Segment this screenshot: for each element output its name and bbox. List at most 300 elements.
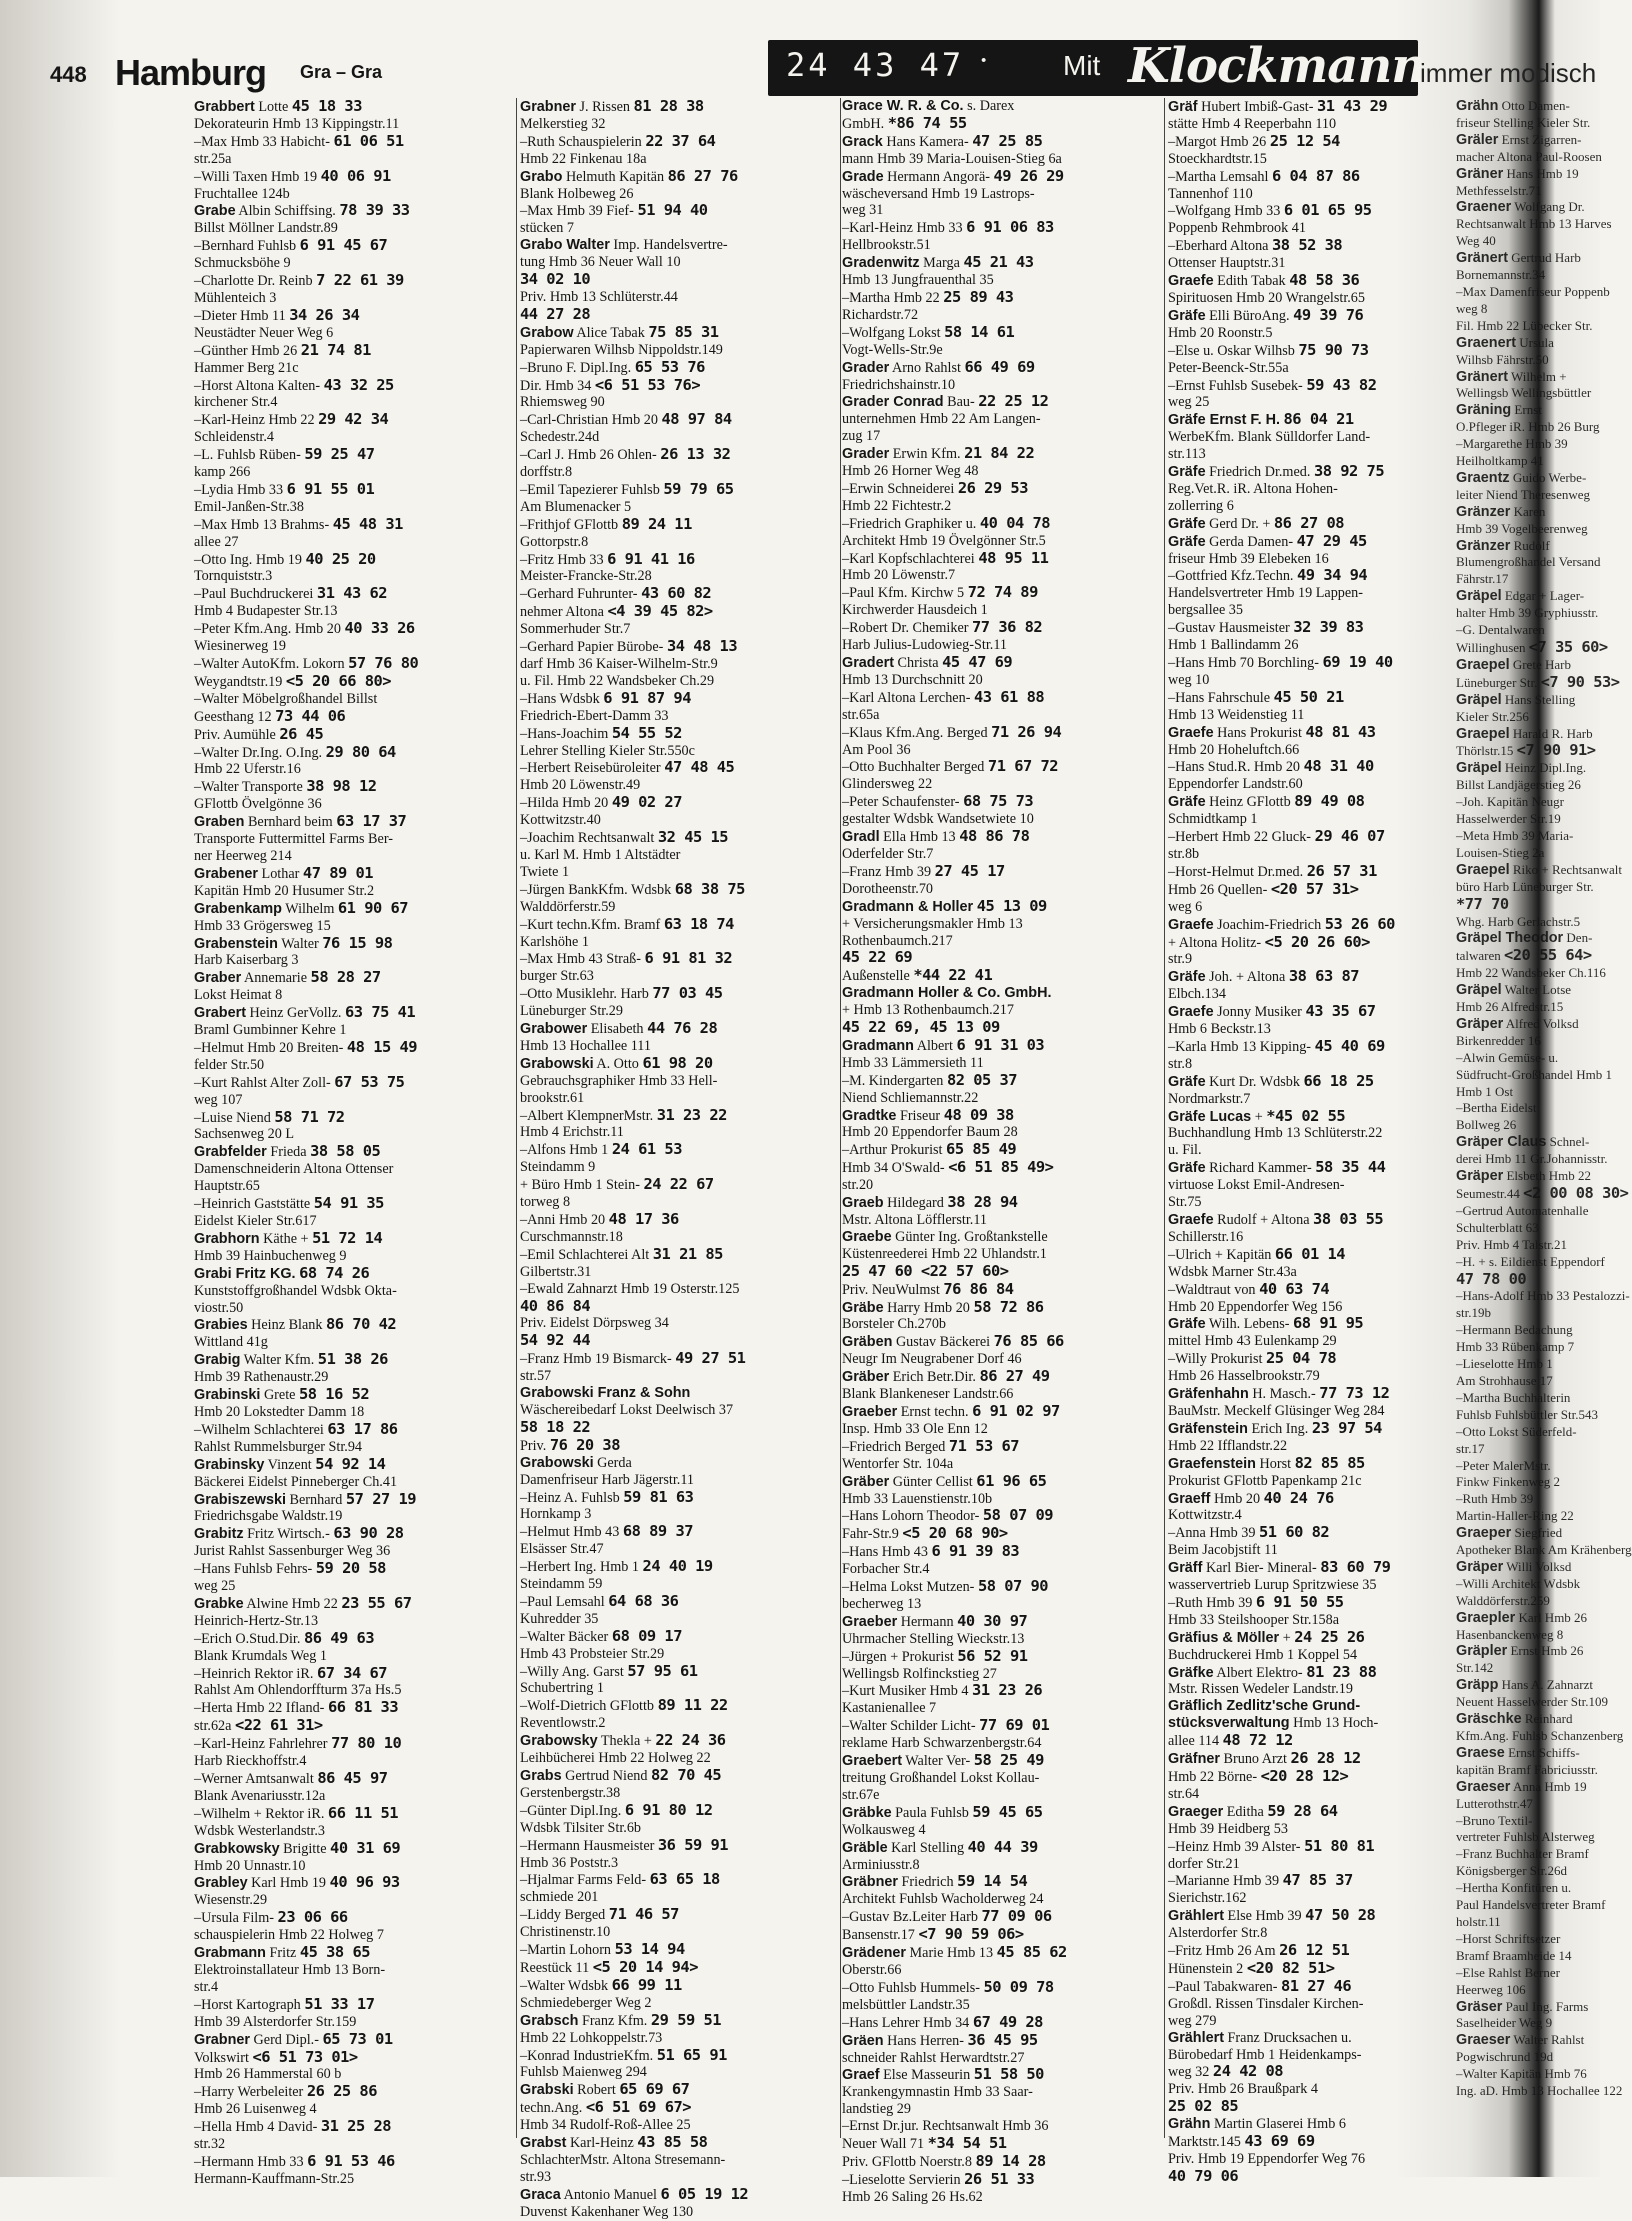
- listing-line: stücksverwaltung Hmb 13 Hoch-: [1168, 1715, 1379, 1732]
- listing-line: Graentz Guido Werbe-: [1456, 469, 1587, 486]
- listing-line: u. Fil. Hmb 22 Wandsbeker Ch.29: [520, 672, 715, 689]
- listing-line: Duvenst Kakenhaner Weg 130: [520, 2203, 694, 2220]
- listing-line: Gräf Hubert Imbiß-Gast- 31 43 29: [1168, 97, 1388, 115]
- listing-line: Gräfe Elli BüroAng. 49 39 76: [1168, 305, 1364, 324]
- listing-line: Gräper Willi Volksd: [1456, 1558, 1572, 1575]
- listing-line: –Ernst Dr.jur. Rechtsanwalt Hmb 36: [842, 2118, 1049, 2135]
- listing-line: Gräfe Gerd Dr. + 86 27 08: [1168, 513, 1345, 532]
- listing-line: Spirituosen Hmb 20 Wrangelstr.65: [1168, 289, 1365, 306]
- listing-line: –Friedrich Berged 71 53 67: [842, 1436, 1020, 1455]
- listing-line: mann Hmb 39 Maria-Louisen-Stieg 6a: [842, 150, 1062, 167]
- listing-line: Forbacher Str.4: [842, 1561, 930, 1578]
- listing-line: Richardstr.72: [842, 306, 919, 323]
- listing-line: Priv. Hmb 4 Talstr.21: [1456, 1236, 1568, 1252]
- listing-line: Peter-Beenck-Str.55a: [1168, 359, 1289, 376]
- listing-line: Gebrauchsgraphiker Hmb 33 Hell-: [520, 1072, 718, 1089]
- listing-line: str.19b: [1456, 1305, 1492, 1321]
- listing-line: Eppendorfer Landstr.60: [1168, 776, 1303, 793]
- listing-line: Gräfke Albert Elektro- 81 23 88: [1168, 1662, 1377, 1681]
- listing-line: Gräbke Paula Fuhlsb 59 45 65: [842, 1802, 1043, 1821]
- listing-line: Kunststoffgroßhandel Wdsbk Okta-: [194, 1282, 397, 1299]
- listing-line: –Charlotte Dr. Reinb 7 22 61 39: [194, 271, 404, 290]
- listing-line: Rechtsanwalt Hmb 13 Harves: [1456, 216, 1612, 232]
- listing-line: halter Hmb 39 Gryphiusstr.: [1456, 605, 1599, 621]
- listing-line: Grabinski Grete 58 16 52: [194, 1385, 370, 1404]
- listing-line: Hmb 13 Weidenstieg 11: [1168, 706, 1305, 723]
- listing-line: str.113: [1168, 446, 1206, 463]
- listing-line: Gerstenbergstr.38: [520, 1784, 621, 1801]
- listing-line: Grabs Gertrud Niend 82 70 45: [520, 1766, 722, 1784]
- listing-line: weg 6: [1168, 898, 1203, 915]
- listing-line: –Kurt Musiker Hmb 4 31 23 26: [842, 1681, 1043, 1700]
- listing-line: Hmb 26 Hammerstal 60 b: [194, 2066, 342, 2083]
- listing-line: –Luise Niend 58 71 72: [194, 1107, 345, 1126]
- listing-line: 58 18 22: [520, 1417, 591, 1436]
- banner-separator: ·: [978, 42, 990, 79]
- listing-line: Rhiemsweg 90: [520, 394, 605, 411]
- listing-line: Gränzer Karen: [1456, 503, 1546, 520]
- listing-line: Buchhandlung Hmb 13 Schlüterstr.22: [1168, 1125, 1383, 1142]
- listing-line: –Anni Hmb 20 48 17 36: [520, 1210, 679, 1228]
- listing-line: str.8b: [1168, 845, 1200, 862]
- listing-line: Lehrer Stelling Kieler Str.550c: [520, 742, 695, 759]
- listing-line: Grader Conrad Bau- 22 25 12: [842, 392, 1049, 411]
- listing-line: Priv. Hmb 26 Braußpark 4: [1168, 2081, 1319, 2098]
- listing-line: u. Karl M. Hmb 1 Altstädter: [520, 846, 681, 863]
- listing-line: str.65a: [842, 706, 880, 723]
- listing-line: + Altona Holitz- <5 20 26 60>: [1168, 932, 1370, 951]
- listing-line: Buchdruckerei Hmb 1 Koppel 54: [1168, 1646, 1358, 1663]
- listing-line: Hmb 4 Budapester Str.13: [194, 603, 338, 620]
- listing-line: Hmb 20 Lokstedter Damm 18: [194, 1403, 365, 1420]
- banner-brand-logo: Klockmann: [1128, 38, 1426, 94]
- listing-line: –Max Hmb 43 Straß- 6 91 81 32: [520, 949, 733, 968]
- listing-line: 47 78 00: [1456, 1269, 1527, 1288]
- listing-line: Gräpp Hans A. Zahnarzt: [1456, 1677, 1593, 1694]
- listing-line: –Karl Kopfschlachterei 48 95 11: [842, 548, 1049, 567]
- listing-line: –Karl-Heinz Fahrlehrer 77 80 10: [194, 1734, 402, 1753]
- listing-line: wäscheversand Hmb 19 Lastrops-: [842, 185, 1035, 202]
- listing-line: –Else u. Oskar Wilhsb 75 90 73: [1168, 340, 1369, 359]
- listing-line: –Karl-Heinz Hmb 22 29 42 34: [194, 410, 389, 429]
- listing-line: kirchener Str.4: [194, 394, 278, 411]
- listing-line: Hmb 26 Hasselbrookstr.79: [1168, 1368, 1320, 1385]
- listing-line: –Paul Lemsahl 64 68 36: [520, 1591, 679, 1610]
- listing-line: Hauptstr.65: [194, 1178, 260, 1195]
- listing-line: Krankengymnastin Hmb 33 Saar-: [842, 2084, 1033, 2101]
- listing-line: Twiete 1: [520, 863, 570, 880]
- listing-line: Saselheider Weg 9: [1456, 2015, 1553, 2031]
- listing-line: Graepel Grete Harb: [1456, 656, 1571, 673]
- listing-line: Oderfelder Str.7: [842, 845, 934, 862]
- listing-line: str.17: [1456, 1440, 1485, 1456]
- listing-line: Nordmarkstr.7: [1168, 1090, 1251, 1107]
- listing-line: 45 22 69: [842, 948, 913, 967]
- listing-line: –Werner Amtsanwalt 86 45 97: [194, 1769, 388, 1787]
- listing-line: Wellingsb Wellingsbüttler: [1456, 385, 1592, 401]
- listing-line: Gräpler Ernst Hmb 26: [1456, 1643, 1584, 1660]
- listing-line: melsbüttler Landstr.35: [842, 1996, 970, 2013]
- listing-line: Gräfe Kurt Dr. Wdsbk 66 18 25: [1168, 1071, 1374, 1090]
- listing-line: –Hans Wdsbk 6 91 87 94: [520, 688, 691, 707]
- adjacent-page-header: immer modisch: [1420, 58, 1597, 88]
- listing-line: Mstr. Altona Löfflerstr.11: [842, 1212, 988, 1228]
- listing-line: –Konrad IndustrieKfm. 51 65 91: [520, 2045, 727, 2064]
- listing-line: –Margarethe Hmb 39: [1456, 436, 1568, 452]
- banner-mit: Mit: [1063, 50, 1101, 81]
- listing-line: –Martha Buchhalterin: [1456, 1389, 1571, 1405]
- listing-line: Gräser Paul Ing. Farms: [1456, 1998, 1589, 2015]
- listing-line: Hmb 39 Rathenaustr.29: [194, 1369, 329, 1386]
- listing-line: Wiesinerweg 19: [194, 638, 287, 655]
- listing-line: Bornemannstr.34: [1456, 267, 1546, 283]
- listing-line: Sachsenweg 20 L: [194, 1126, 295, 1143]
- listing-line: str.32: [194, 2136, 226, 2153]
- listing-line: wasservertrieb Lurup Spritzwiese 35: [1168, 1577, 1377, 1594]
- listing-line: Arminiusstr.8: [842, 1856, 920, 1873]
- listing-line: Grabenkamp Wilhelm 61 90 67: [194, 898, 409, 917]
- listing-line: Hmb 26 Horner Weg 48: [842, 463, 979, 480]
- listing-line: –Bernhard Fuhlsb 6 91 45 67: [194, 236, 388, 255]
- listing-line: Gräpel Edgar + Lager-: [1456, 588, 1585, 605]
- listing-line: Volkswirt <6 51 73 01>: [194, 2047, 358, 2066]
- listing-line: mittel Hmb 43 Eulenkamp 29: [1168, 1333, 1337, 1350]
- listing-line: Methfesselstr.71: [1456, 182, 1542, 198]
- listing-line: –Bruno F. Dipl.Ing. 65 53 76: [520, 357, 705, 376]
- listing-line: Gräler Ernst Zigarren-: [1456, 131, 1582, 148]
- listing-line: Gräpel Heinz Dipl.Ing.: [1456, 760, 1587, 777]
- listing-line: –Margot Hmb 26 25 12 54: [1168, 131, 1340, 150]
- listing-line: Neuer Wall 71 *34 54 51: [842, 2134, 1007, 2153]
- banner-phone-number: 24 43 47: [786, 46, 965, 84]
- listing-line: –Martin Lohorn 53 14 94: [520, 1940, 685, 1959]
- listing-line: str.57: [520, 1368, 552, 1385]
- listing-line: –Günter Dipl.Ing. 6 91 80 12: [520, 1800, 713, 1819]
- listing-line: Gräfe Gerda Damen- 47 29 45: [1168, 531, 1367, 550]
- listing-line: Ing. aD. Hmb 13 Hochallee 122: [1456, 2083, 1623, 2099]
- listing-line: 25 47 60 <22 57 60>: [842, 1261, 1009, 1280]
- listing-line: –Emil Schlachterei Alt 31 21 85: [520, 1244, 723, 1263]
- listing-line: Walddörferstr.59: [520, 898, 616, 915]
- listing-line: Hermann-Kauffmann-Str.25: [194, 2170, 355, 2187]
- listing-line: Billst Möllner Landstr.89: [194, 220, 338, 237]
- listing-line: Billst Landjägerstieg 26: [1456, 777, 1581, 793]
- listing-line: Grabhorn Käthe + 51 72 14: [194, 1228, 383, 1247]
- listing-line: Hmb 26 Luisenweg 4: [194, 2101, 317, 2118]
- listing-line: Außenstelle *44 22 41: [842, 966, 993, 985]
- listing-line: Geesthang 12 73 44 06: [194, 706, 346, 725]
- listing-line: –Gerhard Papier Bürobe- 34 48 13: [520, 637, 738, 656]
- column-rule: [840, 98, 841, 2138]
- listing-line: Sierichstr.162: [1168, 1890, 1247, 1907]
- listing-line: –Albert KlempnerMstr. 31 23 22: [520, 1105, 727, 1124]
- listing-line: Grabowski A. Otto 61 98 20: [520, 1053, 713, 1072]
- listing-line: Hmb 20 Löwenstr.7: [842, 567, 956, 584]
- listing-line: –Ursula Film- 23 06 66: [194, 1908, 348, 1927]
- listing-line: Gräpel Walter Lotse: [1456, 982, 1572, 999]
- listing-line: –Otto Lokst Süderfeld-: [1456, 1423, 1577, 1439]
- listing-line: Gradenwitz Marga 45 21 43: [842, 253, 1034, 272]
- listing-line: –Walter Möbelgroßhandel Billst: [194, 690, 378, 707]
- listing-line: Gradmann & Holler 45 13 09: [842, 896, 1047, 915]
- listing-line: Finkw Finkenweg 2: [1456, 1474, 1560, 1490]
- listing-line: techn.Ang. <6 51 69 67>: [520, 2098, 692, 2117]
- listing-line: Thörlstr.15 <7 90 91>: [1456, 741, 1596, 760]
- listing-line: Graca Antonio Manuel 6 05 19 12: [520, 2184, 749, 2203]
- listing-line: Priv. 76 20 38: [520, 1435, 620, 1454]
- listing-line: becherweg 13: [842, 1595, 922, 1612]
- listing-line: –Helma Lokst Mutzen- 58 07 90: [842, 1577, 1049, 1596]
- listing-line: Melkerstieg 32: [520, 115, 606, 132]
- listing-line: 40 86 84: [520, 1296, 591, 1315]
- listing-line: Hmb 22 Uferstr.16: [194, 761, 301, 778]
- listing-line: Hmb 26 Saling 26 Hs.62: [842, 2188, 983, 2205]
- listing-line: Gränzer Rudolf: [1456, 537, 1550, 554]
- listing-line: Hmb 22 Wandsbeker Ch.116: [1456, 965, 1606, 981]
- listing-line: Grabst Karl-Heinz 43 85 58: [520, 2133, 708, 2152]
- listing-line: Lutterothstr.47: [1456, 1795, 1533, 1811]
- listing-line: torweg 8: [520, 1194, 571, 1211]
- listing-line: schneider Rahlst Herwardtstr.27: [842, 2049, 1025, 2066]
- listing-line: Eidelst Kieler Str.617: [194, 1213, 317, 1229]
- listing-line: –Helmut Hmb 20 Breiten- 48 15 49: [194, 1037, 418, 1056]
- listing-line: Vogt-Wells-Str.9e: [842, 341, 943, 358]
- column-rule: [516, 98, 517, 2138]
- listing-line: –Wilhelm Schlachterei 63 17 86: [194, 1419, 398, 1438]
- listing-line: Grählert Else Hmb 39 47 50 28: [1168, 1906, 1376, 1925]
- listing-line: Kieler Str.256: [1456, 708, 1529, 724]
- listing-line: –Otto Musiklehr. Harb 77 03 45: [520, 984, 723, 1003]
- listing-line: Blank Blankeneser Landstr.66: [842, 1386, 1014, 1403]
- listing-line: Hmb 39 Heidberg 53: [1168, 1820, 1288, 1837]
- listing-line: Blank Holbeweg 26: [520, 185, 634, 202]
- listing-line: Fährstr.17: [1456, 571, 1509, 587]
- listing-line: –Gerhard Fuhrunter- 43 60 82: [520, 584, 712, 603]
- listing-line: virtuose Lokst Emil-Andresen-: [1168, 1177, 1345, 1194]
- listing-line: Hellbrookstr.51: [842, 237, 931, 254]
- listing-line: –Hermann Hausmeister 36 59 91: [520, 1835, 729, 1854]
- listing-line: Beim Jacobjstift 11: [1168, 1542, 1278, 1559]
- listing-line: Neustädter Neuer Weg 6: [194, 324, 334, 341]
- listing-line: Willinghusen <7 35 60>: [1456, 638, 1608, 656]
- listing-line: Hmb 22 Ifflandstr.22: [1168, 1437, 1288, 1454]
- listing-line: allee 27: [194, 533, 239, 550]
- listing-line: Gräfe Richard Kammer- 58 35 44: [1168, 1158, 1386, 1177]
- listing-line: –Peter Schaufenster- 68 75 73: [842, 792, 1034, 811]
- listing-line: –Arthur Prokurist 65 85 49: [842, 1140, 1017, 1159]
- column-rule: [1164, 98, 1165, 2138]
- listing-line: 54 92 44: [520, 1331, 591, 1350]
- listing-line: Pogwischrund 19d: [1456, 2049, 1554, 2065]
- listing-line: Grähn Martin Glaserei Hmb 6: [1168, 2116, 1346, 2133]
- listing-line: Hmb 39 Alsterdorfer Str.159: [194, 2013, 357, 2030]
- listing-line: Gräning Ernst: [1456, 402, 1542, 419]
- listing-line: Heinrich-Hertz-Str.13: [194, 1612, 319, 1629]
- listing-line: Graeff Hmb 20 40 24 76: [1168, 1488, 1334, 1507]
- listing-line: Hmb 39 Vogelbeerenweg: [1456, 520, 1588, 536]
- listing-line: Hmb 26 Alfredstr.15: [1456, 999, 1564, 1015]
- listing-line: –Bertha Eidelst: [1456, 1100, 1537, 1116]
- listing-line: Hmb 6 Beckstr.13: [1168, 1021, 1271, 1038]
- listing-line: reklame Harb Schwarzenbergstr.64: [842, 1735, 1042, 1752]
- listing-line: Graben Bernhard beim 63 17 37: [194, 812, 407, 831]
- listing-line: –Hjalmar Farms Feld- 63 65 18: [520, 1870, 720, 1889]
- listing-column-1: [194, 97, 510, 2187]
- listing-line: str.64: [1168, 1785, 1200, 1802]
- listing-line: Grabowsky Thekla + 22 24 36: [520, 1731, 726, 1750]
- listing-line: Reg.Vet.R. iR. Altona Hohen-: [1168, 480, 1338, 497]
- listing-line: Hmb 22 Finkenau 18a: [520, 150, 647, 167]
- listing-line: –Heinrich Gaststätte 54 91 35: [194, 1194, 384, 1213]
- listing-line: Lüneburger Str. <7 90 53>: [1456, 672, 1620, 691]
- listing-line: Grabbert Lotte 45 18 33: [194, 97, 362, 115]
- listing-line: bergsallee 35: [1168, 602, 1243, 619]
- listing-line: Hmb 1 Ballindamm 26: [1168, 637, 1299, 654]
- listing-line: WerbeKfm. Blank Sülldorfer Land-: [1168, 429, 1371, 446]
- listing-line: –Horst Kartograph 51 33 17: [194, 1994, 375, 2013]
- listing-line: weg 279: [1168, 2012, 1217, 2029]
- listing-line: Hmb 13 Jungfrauenthal 35: [842, 272, 994, 289]
- listing-line: Priv. Hmb 13 Schlüterstr.44: [520, 288, 678, 305]
- listing-line: Wolkausweg 4: [842, 1821, 926, 1838]
- listing-line: darf Hmb 36 Kaiser-Wilhelm-Str.9: [520, 656, 718, 672]
- listing-line: –Karla Hmb 13 Kipping- 45 40 69: [1168, 1036, 1385, 1055]
- listing-line: Gräfner Bruno Arzt 26 28 12: [1168, 1749, 1361, 1768]
- listing-line: –Lydia Hmb 33 6 91 55 01: [194, 479, 375, 498]
- listing-line: Kfm.Ang. Fuhlsb Schanzenberg: [1456, 1728, 1624, 1743]
- listing-line: kamp 266: [194, 464, 251, 481]
- listing-line: Graeser Anna Hmb 19: [1456, 1778, 1587, 1795]
- listing-line: 40 79 06: [1168, 2166, 1239, 2185]
- listing-line: Str.142: [1456, 1660, 1494, 1676]
- listing-line: Am Strohhause 17: [1456, 1372, 1553, 1388]
- listing-line: Graepel Harald R. Harb: [1456, 725, 1593, 742]
- listing-line: Heerweg 106: [1456, 1981, 1526, 1997]
- listing-line: Küstenreederei Hmb 22 Uhlandstr.1: [842, 1245, 1047, 1262]
- listing-line: weg 31: [842, 202, 884, 219]
- listing-line: Neuent Hasselwerder Str.109: [1456, 1694, 1608, 1710]
- listing-line: –Otto Buchhalter Berged 71 67 72: [842, 757, 1059, 776]
- listing-line: Schedestr.24d: [520, 429, 600, 446]
- listing-line: –Walter Dr.Ing. O.Ing. 29 80 64: [194, 742, 396, 761]
- listing-line: –Herbert Reisebüroleiter 47 48 45: [520, 758, 735, 777]
- listing-line: –Walter Schilder Licht- 77 69 01: [842, 1716, 1050, 1735]
- listing-line: Graeb Hildegard 38 28 94: [842, 1193, 1018, 1212]
- listing-line: holstr.11: [1456, 1913, 1501, 1929]
- listing-line: Graese Ernst Schiffs-: [1456, 1744, 1580, 1761]
- listing-line: Grabi Fritz KG. 68 74 26: [194, 1263, 370, 1282]
- listing-line: Karlshöhe 1: [520, 933, 589, 950]
- listing-line: Hmb 20 Roonstr.5: [1168, 324, 1273, 341]
- listing-line: Grabo Helmuth Kapitän 86 27 76: [520, 166, 738, 185]
- listing-line: Grabinsky Vinzent 54 92 14: [194, 1454, 386, 1473]
- listing-line: Hasselwerder Str.19: [1456, 811, 1561, 827]
- listing-line: –Hans Lohorn Theodor- 58 07 09: [842, 1506, 1054, 1525]
- listing-line: –Heinrich Rektor iR. 67 34 67: [194, 1663, 388, 1682]
- listing-line: –Liddy Berged 71 46 57: [520, 1905, 679, 1924]
- listing-line: Poppenb Rehmbrook 41: [1168, 220, 1306, 237]
- listing-line: Grabenstein Walter 76 15 98: [194, 933, 393, 952]
- listing-line: Großdl. Rissen Tinsdaler Kirchen-: [1168, 1995, 1364, 2012]
- listing-line: tung Hmb 36 Neuer Wall 10: [520, 254, 681, 271]
- listing-line: Grabert Heinz GerVollz. 63 75 41: [194, 1003, 416, 1022]
- listing-line: –Walter Bäcker 68 09 17: [520, 1626, 682, 1645]
- listing-line: Handelsvertreter Hmb 19 Lappen-: [1168, 585, 1364, 602]
- listing-line: Grabfelder Frieda 38 58 05: [194, 1142, 381, 1161]
- listing-line: Martin-Haller-Ring 22: [1456, 1508, 1574, 1524]
- listing-line: Prokurist GFlottb Papenkamp 21c: [1168, 1472, 1362, 1489]
- listing-line: Bramf Braamheide 14: [1456, 1947, 1572, 1963]
- listing-line: Graef Else Masseurin 51 58 50: [842, 2065, 1044, 2084]
- listing-line: –Emil Tapezierer Fuhlsb 59 79 65: [520, 479, 734, 498]
- listing-line: Braml Gumbinner Kehre 1: [194, 1022, 347, 1039]
- listing-line: Gräfe Friedrich Dr.med. 38 92 75: [1168, 462, 1385, 481]
- listing-line: Paul Handelsvertreter Bramf: [1456, 1897, 1606, 1913]
- listing-line: –Ruth Hmb 39 6 91 50 55: [1168, 1592, 1344, 1611]
- listing-line: Elsässer Str.47: [520, 1541, 604, 1558]
- listing-line: Hmb 20 Eppendorfer Baum 28: [842, 1124, 1018, 1141]
- listing-line: Graeger Editha 59 28 64: [1168, 1801, 1338, 1820]
- listing-line: Schillerstr.16: [1168, 1228, 1244, 1245]
- listing-line: –Paul Buchdruckerei 31 43 62: [194, 584, 388, 603]
- listing-line: Wdsbk Marner Str.43a: [1168, 1263, 1297, 1280]
- listing-line: –Carl J. Hmb 26 Ohlen- 26 13 32: [520, 445, 731, 464]
- listing-line: Kottwitzstr.40: [520, 812, 601, 829]
- listing-line: Gräbner Friedrich 59 14 54: [842, 1872, 1028, 1891]
- listing-line: Harb Kaiserbarg 3: [194, 952, 299, 969]
- listing-line: –Gottfried Kfz.Techn. 49 34 94: [1168, 566, 1368, 585]
- listing-line: –Fritz Hmb 26 Am 26 12 51: [1168, 1941, 1350, 1960]
- listing-line: Gräfe Wilh. Lebens- 68 91 95: [1168, 1314, 1364, 1333]
- listing-line: Dorotheenstr.70: [842, 880, 934, 897]
- listing-line: –Paul Tabakwaren- 81 27 46: [1168, 1976, 1352, 1995]
- listing-line: landstieg 29: [842, 2101, 911, 2118]
- listing-line: –Herbert Hmb 22 Gluck- 29 46 07: [1168, 827, 1385, 846]
- listing-line: –Hans Fuhlsb Fehrs- 59 20 58: [194, 1559, 386, 1578]
- listing-line: Hmb 36 Poststr.3: [520, 1854, 619, 1871]
- listing-line: friseur Hmb 39 Elebeken 16: [1168, 550, 1329, 567]
- listing-line: Grabow Alice Tabak 75 85 31: [520, 322, 719, 341]
- listing-line: Hmb 33 Grögersweg 15: [194, 917, 331, 934]
- listing-line: burger Str.63: [520, 968, 594, 985]
- listing-line: –Heinz A. Fuhlsb 59 81 63: [520, 1487, 694, 1506]
- listing-line: Hmb 1 Ost: [1456, 1083, 1514, 1099]
- listing-line: –Heinz Hmb 39 Alster- 51 80 81: [1168, 1836, 1375, 1855]
- listing-line: Hmb 39 Hainbuchenweg 9: [194, 1247, 347, 1264]
- listing-line: zollerring 6: [1168, 497, 1234, 514]
- listing-line: –Carl-Christian Hmb 20 48 97 84: [520, 410, 732, 429]
- listing-line: Gränert Gertrud Harb: [1456, 250, 1581, 267]
- listing-line: Dekorateurin Hmb 13 Kippingstr.11: [194, 115, 400, 132]
- listing-line: –Franz Hmb 19 Bismarck- 49 27 51: [520, 1349, 746, 1368]
- listing-line: –Wolfgang Hmb 33 6 01 65 95: [1168, 201, 1372, 220]
- listing-line: Rothenbaumch.217: [842, 932, 953, 949]
- listing-line: Kastanienallee 7: [842, 1700, 937, 1717]
- listing-line: Graber Annemarie 58 28 27: [194, 968, 381, 987]
- listing-line: Grader Erwin Kfm. 21 84 22: [842, 444, 1035, 463]
- listing-line: Wilhsb Fährstr.50: [1456, 351, 1549, 367]
- listing-line: Bürobedarf Hmb 1 Heidenkamps-: [1168, 2046, 1362, 2063]
- listing-line: –Anna Hmb 39 51 60 82: [1168, 1523, 1330, 1542]
- listing-line: Grabke Alwine Hmb 22 23 55 67: [194, 1593, 412, 1612]
- listing-line: Hmb 22 Fichtestr.2: [842, 497, 952, 514]
- listing-line: gestalter Wdsbk Wandsetwiete 10: [842, 811, 1034, 828]
- listing-line: Grählert Franz Drucksachen u.: [1168, 2029, 1352, 2046]
- listing-line: –Max Hmb 13 Brahms- 45 48 31: [194, 514, 403, 533]
- listing-line: –Herbert Ing. Hmb 1 24 40 19: [520, 1557, 713, 1576]
- listing-line: –Helmut Hmb 43 68 89 37: [520, 1522, 693, 1541]
- listing-line: Kottwitzstr.4: [1168, 1507, 1242, 1524]
